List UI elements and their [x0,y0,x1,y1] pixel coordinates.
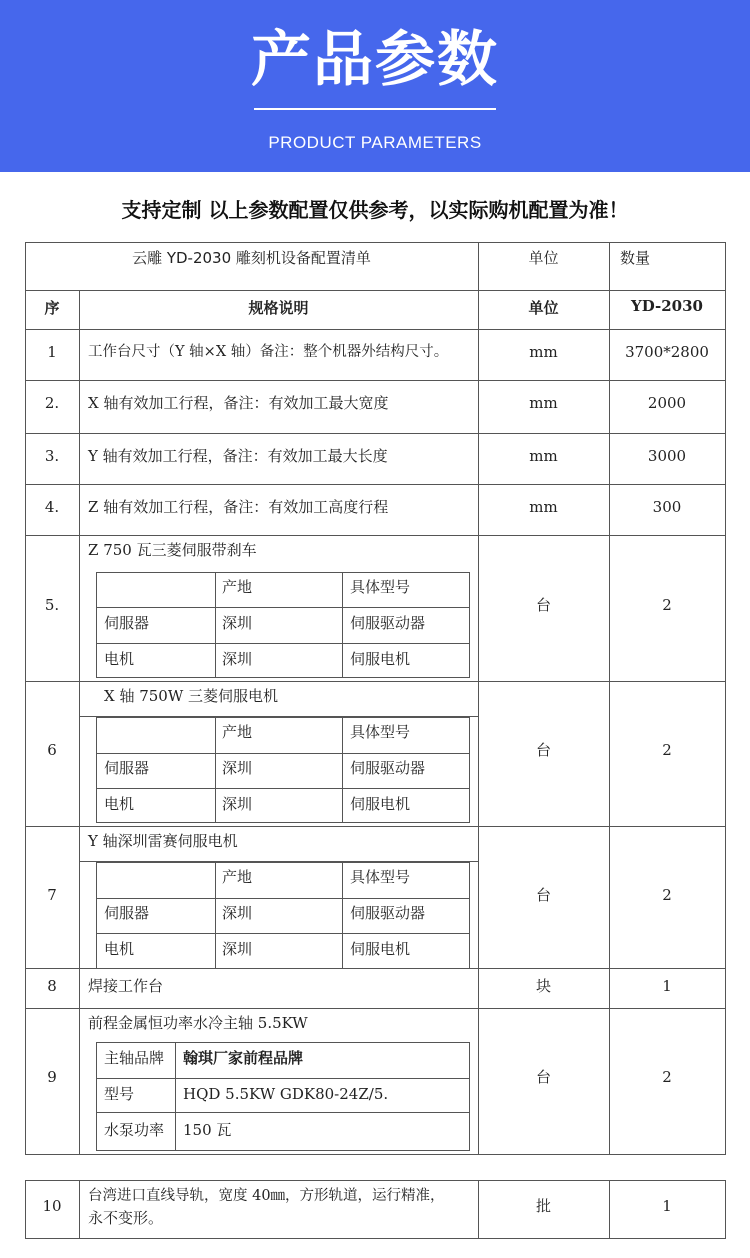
heading-unit: 单位 [528,249,559,267]
row2-seq: 2. [44,394,60,412]
page-subtitle: PRODUCT PARAMETERS [268,133,482,152]
row10-unit: 批 [535,1197,551,1215]
row10-qty: 1 [662,1197,672,1215]
row1-unit: mm [529,343,558,361]
row6-servo-name: 伺服器 [104,759,150,777]
row6-title: X 轴 750W 三菱伺服电机 [104,687,279,705]
row9-qty: 2 [662,1068,672,1086]
row5-servo-name: 伺服器 [104,614,150,632]
row1-spec: 工作台尺寸（Y 轴×X 轴）备注：整个机器外结构尺寸。 [88,344,449,360]
customization-notice: 支持定制 以上参数配置仅供参考，以实际购机配置为准！ [121,198,629,222]
row7-head-origin: 产地 [222,868,253,886]
row6-seq: 6 [47,741,57,759]
row1-qty: 3700*2800 [625,343,709,361]
row3-spec: Y 轴有效加工行程，备注：有效加工最大长度 [88,447,388,465]
row5-servo-model: 伺服驱动器 [350,614,426,632]
row7-motor-origin: 深圳 [222,940,253,958]
row4-qty: 300 [652,498,682,516]
row8-spec: 焊接工作台 [88,977,164,995]
row6-qty: 2 [662,741,672,759]
row4-spec: Z 轴有效加工行程，备注：有效加工高度行程 [88,498,389,516]
row6-unit: 台 [535,741,551,759]
table-title: 云雕 YD-2030 雕刻机设备配置清单 [132,249,371,267]
header-banner [0,0,750,172]
row6-head-model: 具体型号 [350,723,411,741]
col-spec: 规格说明 [248,299,309,317]
row4-unit: mm [529,498,558,516]
row7-head-model: 具体型号 [350,868,411,886]
row5-head-model: 具体型号 [350,578,411,596]
row5-servo-origin: 深圳 [222,614,253,632]
row8-seq: 8 [47,977,57,995]
row2-unit: mm [529,394,558,412]
row6-head-origin: 产地 [222,723,253,741]
col-unit: 单位 [528,299,559,317]
row9-brand-label: 主轴品牌 [104,1049,165,1067]
row3-unit: mm [529,447,558,465]
row6-motor-name: 电机 [104,795,135,813]
row9-model-value: HQD 5.5KW GDK80-24Z/5. [183,1085,389,1103]
row7-servo-model: 伺服驱动器 [350,904,426,922]
row9-seq: 9 [47,1068,57,1086]
row9-unit: 台 [535,1068,551,1086]
row9-brand-value: 翰琪厂家前程品牌 [183,1049,304,1067]
row10-spec-line2: 永不变形。 [88,1209,164,1227]
row7-qty: 2 [662,886,672,904]
row5-motor-origin: 深圳 [222,650,253,668]
col-model: YD-2030 [631,297,703,315]
col-seq: 序 [44,299,60,317]
row3-seq: 3. [44,447,60,465]
row1-seq: 1 [47,343,57,361]
row10-seq: 10 [42,1197,62,1215]
row3-qty: 3000 [647,447,687,465]
row2-qty: 2000 [647,394,687,412]
row5-unit: 台 [535,596,551,614]
row9-pump-value: 150 瓦 [183,1121,232,1139]
row5-qty: 2 [662,596,672,614]
row7-seq: 7 [47,886,57,904]
row5-motor-name: 电机 [104,650,135,668]
row2-spec: X 轴有效加工行程，备注：有效加工最大宽度 [88,394,389,412]
row5-motor-model: 伺服电机 [350,650,411,668]
row7-motor-model: 伺服电机 [350,940,411,958]
row7-servo-origin: 深圳 [222,904,253,922]
row5-seq: 5. [44,596,60,614]
page-title: 产品参数 [251,25,499,95]
row5-head-origin: 产地 [222,578,253,596]
row8-unit: 块 [535,977,551,995]
row5-title: Z 750 瓦三菱伺服带刹车 [88,541,257,559]
row9-model-label: 型号 [104,1085,135,1103]
row7-title: Y 轴深圳雷赛伺服电机 [88,832,238,850]
row9-title: 前程金属恒功率水冷主轴 5.5KW [88,1014,308,1032]
row4-seq: 4. [44,498,60,516]
row6-motor-origin: 深圳 [222,795,253,813]
row6-servo-model: 伺服驱动器 [350,759,426,777]
row8-qty: 1 [662,977,672,995]
heading-qty: 数量 [620,249,651,267]
row10-spec-line1: 台湾进口直线导轨，宽度 40㎜，方形轨道，运行精准， [88,1188,445,1204]
row6-servo-origin: 深圳 [222,759,253,777]
row6-motor-model: 伺服电机 [350,795,411,813]
row7-servo-name: 伺服器 [104,904,150,922]
title-divider [254,108,496,110]
row7-motor-name: 电机 [104,940,135,958]
row9-pump-label: 水泵功率 [104,1121,165,1139]
row7-unit: 台 [535,886,551,904]
